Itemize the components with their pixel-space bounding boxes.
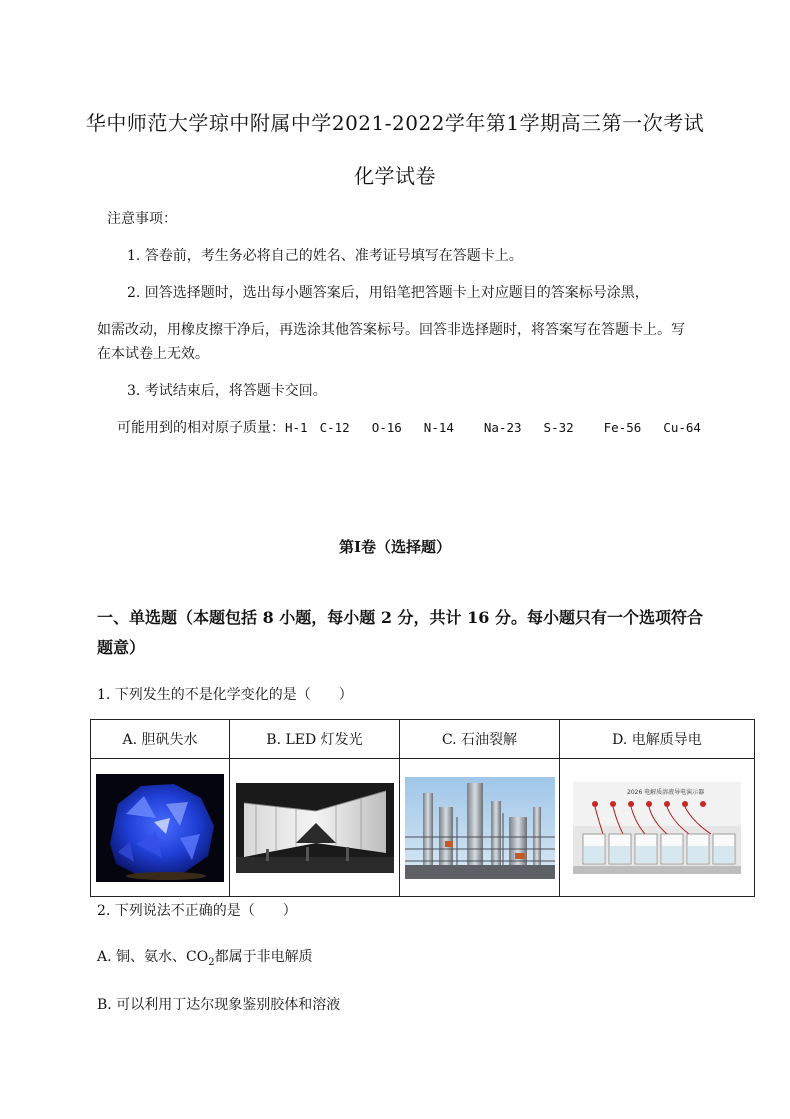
q1-photo-cell-b bbox=[230, 759, 400, 897]
q1-photo-cell-a bbox=[91, 759, 230, 897]
q2-option-a-tail: 都属于非电解质 bbox=[214, 949, 313, 965]
q1-option-c: C. 石油裂解 bbox=[400, 720, 560, 759]
electrolyte-conductivity-apparatus-photo bbox=[573, 782, 741, 874]
apparatus-label: 2026 电解质溶液导电演示器 bbox=[627, 788, 705, 796]
notice-item-2-line-3: 在本试卷上无效。 bbox=[97, 346, 209, 362]
q2-option-b: B. 可以利用丁达尔现象鉴别胶体和溶液 bbox=[97, 997, 341, 1013]
atomic-mass-c: C-12 bbox=[319, 420, 350, 435]
q2-option-a-text: A. 铜、氨水、CO bbox=[97, 949, 209, 965]
q1-photo-cell-d bbox=[560, 759, 755, 897]
notice-item-2-line-1: 2. 回答选择题时，选出每小题答案后，用铅笔把答题卡上对应题目的答案标号涂黑， bbox=[127, 285, 649, 301]
notice-heading: 注意事项： bbox=[107, 211, 177, 227]
section-title: 第Ⅰ卷（选择题） bbox=[338, 538, 452, 556]
q1-photo-cell-c bbox=[400, 759, 560, 897]
atomic-mass-o: O-16 bbox=[371, 420, 402, 435]
q2-option-a bbox=[97, 947, 313, 973]
copper-sulfate-crystal-photo bbox=[96, 774, 224, 882]
notice-item-1: 1. 答卷前，考生务必将自己的姓名、准考证号填写在答题卡上。 bbox=[127, 248, 523, 264]
atomic-mass-n: N-14 bbox=[423, 420, 454, 435]
notice-item-2-line-2: 如需改动，用橡皮擦干净后，再选涂其他答案标号。回答非选择题时，将答案写在答题卡上。写 bbox=[97, 322, 685, 338]
oil-refinery-photo bbox=[405, 777, 555, 879]
q2-stem: 2. 下列说法不正确的是（ ） bbox=[97, 903, 297, 919]
q1-stem: 1. 下列发生的不是化学变化的是（ ） bbox=[97, 687, 353, 703]
atomic-mass-na: Na-23 bbox=[483, 420, 522, 435]
atomic-mass-cu: Cu-64 bbox=[663, 420, 701, 435]
q1-option-d: D. 电解质导电 bbox=[560, 720, 755, 759]
exam-title: 华中师范大学琼中附属中学2021-2022学年第1学期高三第一次考试 bbox=[85, 111, 705, 135]
exam-subject: 化学试卷 bbox=[354, 164, 436, 188]
atomic-mass-s: S-32 bbox=[543, 420, 574, 435]
atomic-mass-h: H-1 bbox=[285, 420, 308, 435]
q1-options-table bbox=[90, 719, 755, 897]
notice-item-3: 3. 考试结束后，将答题卡交回。 bbox=[127, 383, 327, 399]
atomic-mass-line bbox=[117, 418, 701, 438]
part1-heading: 一、单选题（本题包括 8 小题，每小题 2 分，共计 16 分。每小题只有一个选项符合题意） bbox=[97, 608, 703, 657]
atomic-mass-label: 可能用到的相对原子质量： bbox=[117, 420, 285, 436]
q1-option-b: B. LED 灯发光 bbox=[230, 720, 400, 759]
led-light-photo bbox=[236, 783, 394, 873]
q1-option-a: A. 胆矾失水 bbox=[91, 720, 230, 759]
atomic-mass-fe: Fe-56 bbox=[603, 420, 642, 435]
q2-option-a-subscript: 2 bbox=[208, 956, 215, 968]
